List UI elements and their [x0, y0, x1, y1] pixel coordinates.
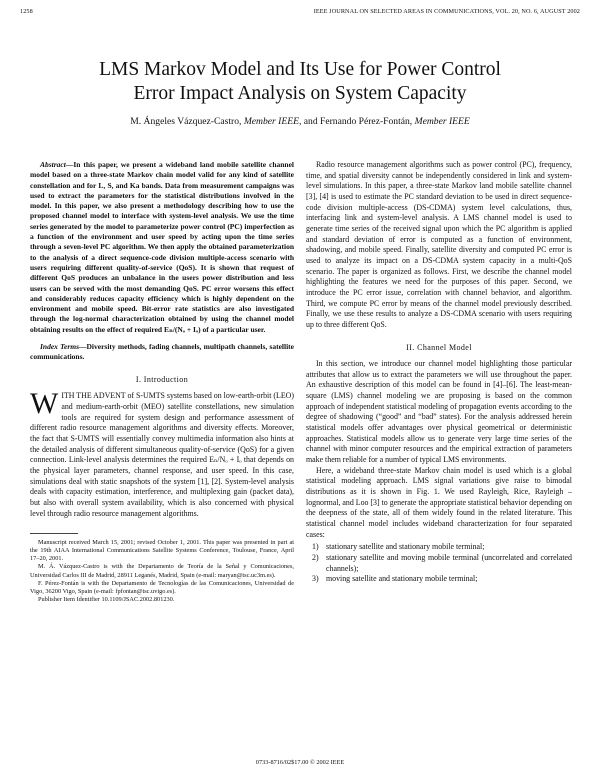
footnote-manuscript: Manuscript received March 15, 2001; revised October 1, 2001. This paper was presented in part at the 19th AIAA International Communications Satellite Systems Conference, Toulouse, France, April 17–20, 2001. — [30, 539, 294, 563]
list-item — [306, 574, 572, 585]
list-number: 3) — [312, 574, 319, 584]
left-column — [30, 160, 294, 604]
title-line-1: LMS Markov Model and Its Use for Power Control — [99, 59, 501, 80]
footnote-author-2: F. Pérez-Fontán is with the Departamento de Tecnologías de las Comunicaciones, Universidad de Vigo, 36200 Vigo, Spain (e-mail: fpfontan@tsc.uvigo.es). — [30, 579, 294, 595]
author-line — [20, 116, 580, 127]
author-1-role: Member IEEE — [243, 116, 299, 127]
page-number: 1258 — [20, 8, 33, 15]
title-line-2: Error Impact Analysis on System Capacity — [133, 83, 467, 104]
list-number: 1) — [312, 542, 319, 552]
abstract-label: Abstract— — [40, 160, 74, 169]
list-number: 2) — [312, 552, 319, 562]
author-2-role: Member IEEE — [414, 116, 470, 127]
index-terms — [30, 342, 294, 363]
abstract — [30, 160, 294, 335]
list-item — [306, 553, 572, 574]
copyright-footer: 0733-8716/02$17.00 © 2002 IEEE — [255, 759, 345, 766]
footnote-rule — [30, 533, 78, 534]
intro-paragraph — [30, 387, 294, 519]
author-1: M. Ángeles Vázquez-Castro, — [130, 116, 242, 127]
section-heading-channel-model: II. Channel Model — [406, 342, 472, 352]
section-heading-introduction: I. Introduction — [135, 374, 189, 384]
list-text: moving satellite and stationary mobile terminal; — [326, 574, 478, 584]
list-text: stationary satellite and moving mobile terminal (uncorrelated and correlated channels); — [326, 552, 572, 573]
case-list — [306, 542, 572, 585]
author-connector: , and Fernando Pérez-Fontán, — [298, 116, 413, 127]
intro-text: ITH THE ADVENT of S-UMTS systems based on low-earth-orbit (LEO) and medium-earth-orbit (MEO) satellite constellations, new simulation tools are required for system design and performance assessment of different radio resource management algorithms and diversity effects. Moreover, the fact that S-UMTS will essentially convey multimedia information also hints at the detailed analysis of different simultaneous quality-of-service (QoS) for a given connection. Link-level analysis determines the required Eₙ/Nₒ + Iₒ that depends on the physical layer parameters, channel response, and user speed. In this case, simulations deal with static snapshots of the system [1], [2]. System-level analysis deals with capacity estimation, interference, and multiplexing gain (packet data), but also with overall system availability, which is also concerned with physical level through radio resource management algorithms. — [30, 391, 294, 518]
index-terms-text: Diversity methods, fading channels, multipath channels, satellite communications. — [30, 342, 294, 362]
journal-header: IEEE JOURNAL ON SELECTED AREAS IN COMMUNICATIONS, VOL. 20, NO. 6, AUGUST 2002 — [313, 8, 580, 15]
running-header — [20, 8, 580, 20]
footnote-publisher-id: Publisher Item Identifier 10.1109/JSAC.2002.801230. — [38, 595, 175, 603]
right-paragraph-3: Here, a wideband three-state Markov chain model is used which is a global statistical modeling approach. LMS signal variations give raise to bimodal distributions as it is shown in Fig. 1. We used Rayleigh, Rice, Rayleigh – lognormal, and Loo [3] to generate the appropriate statistical behavior depending on the deepness of the state, all of them widely found in the related literature. This statistical channel model includes wideband characterization for four separated cases: — [306, 465, 573, 539]
right-paragraph-2: In this section, we introduce our channel model highlighting those particular attributes that allow us to extract the parameters we will use throughout the paper. An exhaustive description of this model can be found in [4]–[6]. The least-mean-square (LMS) channel modeling we are proposing is based on the common approach of independent statistical modeling of propagation events according to the degree of shadowing (“good” and “bad” states). For the analysis addressed herein statistical models offer advantages over physical geometrical or deterministic approaches. Statistical models allow us to generate very large time series of the channel with minor computer resources and the empirical extraction of parameters make them reliable for a number of typical LMS environments. — [306, 359, 572, 465]
paper-title — [20, 58, 580, 106]
index-terms-label: Index Terms— — [40, 342, 87, 352]
drop-cap: W — [30, 387, 59, 421]
abstract-text: In this paper, we present a wideband land mobile satellite channel model based on a three-state Markov chain model valid for any kind of satellite constellation and for L, S, and Ka bands. Data from measurement campaigns was used to extract the parameters for the statistical distributions involved in the model. In this paper, we also present a methodology describing how to use the proposed channel model to interface with system-level analysis. We use the time series generated by the model to parameterize power control (PC) imperfection as a function of the environment and user speed by acting upon the time series through a seven-level PC algorithm. We then apply the obtained parameterization to the analysis of a direct sequence-code division multiple-access scenario with users requiring different quality-of-service (QoS). It is shown that request of different QoS produces an unbalance in the users power distribution and less users can be served with the most demanding QoS. PC error worsens this effect and considerably reduces capacity efficiency which is highly dependent on the environment and mobile speed. Bit-error rate statistics are also investigated through the log-normal characterization obtained by using the channel model obtaining results on the effect of required Eₙ/(Nₒ + Iₒ) of a particular user. — [30, 160, 294, 334]
list-item — [306, 542, 572, 553]
footnote-author-1: M. Á. Vázquez-Castro is with the Departamento de Teoría de la Señal y Comunicaciones, Universidad Carlos III de Madrid, 28911 Leganés, Madrid, Spain (e-mail: maryan@tsc.uc3m.es). — [30, 563, 294, 579]
list-text: stationary satellite and stationary mobile terminal; — [326, 542, 485, 552]
right-paragraph-1: Radio resource management algorithms such as power control (PC), frequency, time, and spatial diversity cannot be independently considered in link and system-level simulations. In this paper, a three-state Markov land mobile satellite channel [3], [4] is used to estimate the PC standard deviation to be used in direct sequence-code division multiple-access (DS-CDMA) system level calculations, thus, interfacing link and system-level analysis. A LMS channel model is used to generate time series of the received signal upon which the PC algorithm is applied and standard deviation of error is computed as a function of environment, shadowing, and mobile speed. Finally, satellite diversity and computed PC error is used to analyze its impact on a DS-CDMA system capacity in a multi-QoS scenario. The paper is organized as follows. First, we describe the channel model highlighting the features we need for the purposes of this paper. Second, we introduce the PC error issue, correlation with channel behavior, and algorithm. Third, we compute PC error by means of the channel model previously described. Finally, we use these results to analyze a DS-CDMA scenario with users requiring up to three different QoS. — [306, 160, 572, 329]
right-column — [306, 160, 572, 585]
